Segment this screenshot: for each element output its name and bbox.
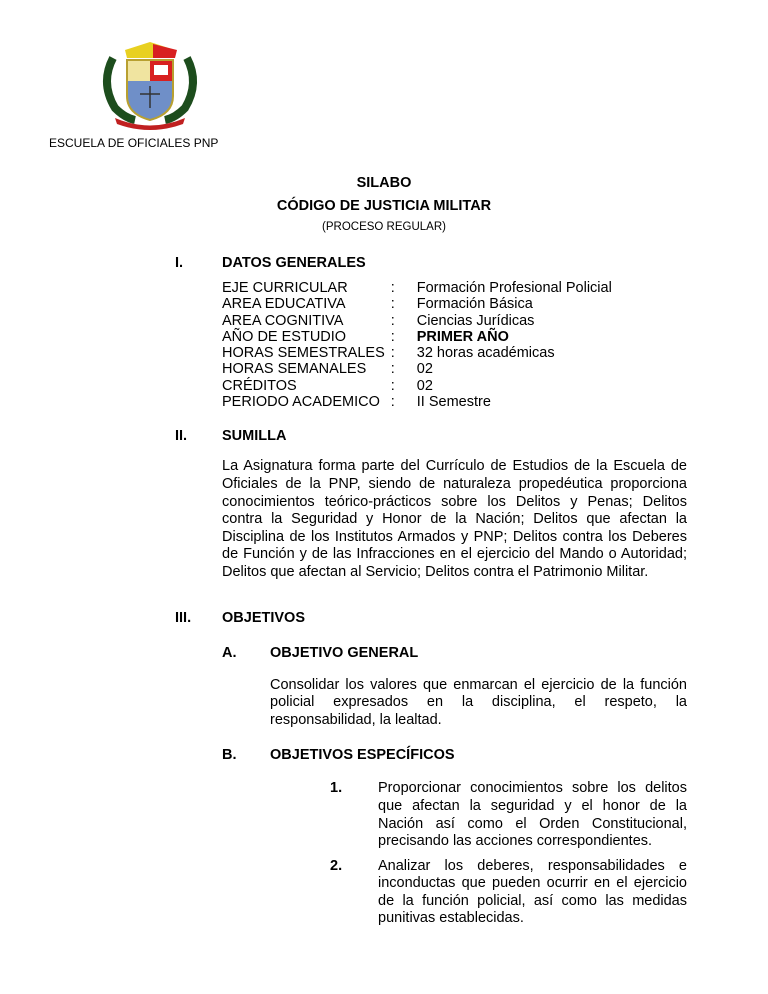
general-data-table <box>222 280 687 410</box>
document-title: SILABO <box>356 175 412 191</box>
field-separator: : <box>390 377 395 394</box>
course-title: CÓDIGO DE JUSTICIA MILITAR <box>276 198 492 214</box>
field-label: AÑO DE ESTUDIO <box>222 328 347 345</box>
summary-paragraph: La Asignatura forma parte del Currículo de Estudios de la Escuela de Oficiales de la PNP, siendo de naturaleza propedéutica proporciona conocimientos teórico-prácticos sobre los Delitos y Penas; Delitos contra la Seguridad y Honor de la Nación; Delitos que afectan la Disciplina de los Institutos Armados y PNP; Delitos contra los Deberes de Función y de las Infracciones en el ejercicio del Mando o Autoridad; Delitos que afectan al Servicio; Delitos contra el Patrimonio Militar. <box>222 458 687 580</box>
process-type: (PROCESO REGULAR) <box>322 221 446 233</box>
field-label: HORAS SEMANALES <box>222 361 367 378</box>
field-label: CRÉDITOS <box>222 377 297 394</box>
field-label: HORAS SEMESTRALES <box>222 345 385 362</box>
section-number: I. <box>175 255 184 271</box>
subsection-heading: OBJETIVOS ESPECÍFICOS <box>270 747 455 764</box>
subsection-letter: B. <box>222 747 237 764</box>
section-heading: SUMILLA <box>222 428 287 445</box>
section-heading: DATOS GENERALES <box>222 255 366 271</box>
field-separator: : <box>390 312 395 329</box>
field-label: AREA COGNITIVA <box>222 312 344 329</box>
field-value: PRIMER AÑO <box>416 328 509 345</box>
field-separator: : <box>390 361 395 378</box>
field-label: AREA EDUCATIVA <box>222 296 346 313</box>
field-value: II Semestre <box>416 394 491 411</box>
specific-objective-text: Analizar los deberes, responsabilidades e inconductas que pueden ocurrir en el ejercicio de la función policial, así como las medidas punitivas establecidas. <box>378 857 687 927</box>
item-number: 2. <box>330 857 343 874</box>
section-summary <box>175 428 687 581</box>
subsection-letter: A. <box>222 644 237 661</box>
institution-name: ESCUELA DE OFICIALES PNP <box>49 136 219 150</box>
specific-objective-text: Proporcionar conocimientos sobre los delitos que afectan la seguridad y el honor de la Nación así como el Orden Constitucional, precisando las acciones correspondientes. <box>378 780 687 850</box>
section-number: III. <box>175 609 192 626</box>
specific-objective-item <box>330 858 687 928</box>
institution-crest-logo <box>95 38 205 130</box>
field-label: EJE CURRICULAR <box>222 280 348 296</box>
section-heading: OBJETIVOS <box>222 609 305 626</box>
document-body <box>175 255 687 928</box>
section-objectives <box>175 610 687 929</box>
subsection-specific-objectives <box>222 747 687 928</box>
field-separator: : <box>390 296 395 313</box>
section-general-data <box>175 255 687 410</box>
field-separator: : <box>390 280 395 296</box>
specific-objective-item <box>330 780 687 850</box>
general-objective-text: Consolidar los valores que enmarcan el ejercicio de la función policial expresados en la disciplina, el respeto, la responsabilidad, la lealtad. <box>270 676 687 728</box>
field-value: 02 <box>416 361 433 378</box>
field-value: 32 horas académicas <box>416 345 555 362</box>
field-value: Formación Profesional Policial <box>416 280 612 296</box>
subsection-heading: OBJETIVO GENERAL <box>270 644 419 661</box>
field-value: 02 <box>416 377 433 394</box>
section-number: II. <box>175 428 188 445</box>
field-separator: : <box>390 328 395 345</box>
field-separator: : <box>390 394 395 411</box>
subsection-general-objective <box>222 645 687 730</box>
field-value: Ciencias Jurídicas <box>416 312 535 329</box>
field-value: Formación Básica <box>416 296 533 313</box>
field-label: PERIODO ACADEMICO <box>222 394 380 411</box>
item-number: 1. <box>330 780 343 797</box>
field-separator: : <box>390 345 395 362</box>
